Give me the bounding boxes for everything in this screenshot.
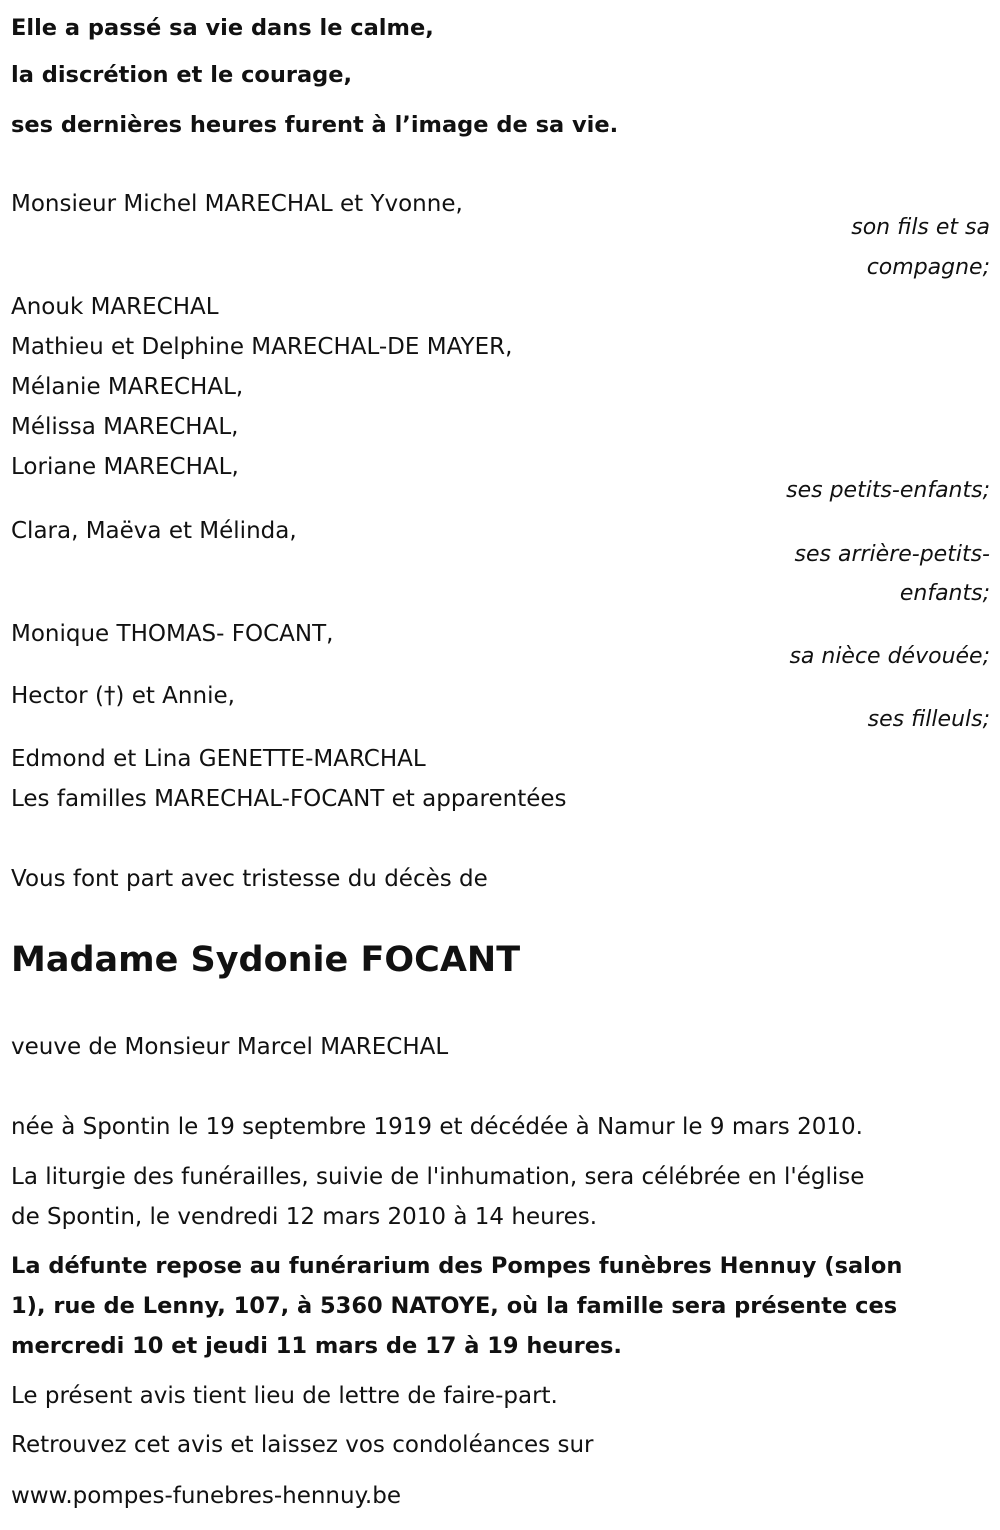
epigraph-line: ses dernières heures furent à l’image de sa vie. [11,112,619,138]
godchildren-role: ses filleuls; [867,707,990,732]
notice: Le présent avis tient lieu de lettre de faire-part. [11,1383,558,1409]
epigraph-line: la discrétion et le courage, [11,62,353,88]
website-link[interactable]: www.pompes-funebres-hennuy.be [11,1483,401,1509]
son-line: Monsieur Michel MARECHAL et Yvonne, [11,191,463,217]
niece: Monique THOMAS- FOCANT, [11,621,334,647]
son-role: compagne; [866,255,990,280]
son-role: son fils et sa [851,215,990,240]
great-grandchildren-role: ses arrière-petits- [794,542,990,567]
condolences: Retrouvez cet avis et laissez vos condoléances sur [11,1432,594,1458]
grandchildren-role: ses petits-enfants; [786,478,990,503]
grandchild: Anouk MARECHAL [11,294,219,320]
great-grandchildren: Clara, Maëva et Mélinda, [11,518,297,544]
deceased-name: Madame Sydonie FOCANT [11,940,521,980]
widow-of: veuve de Monsieur Marcel MARECHAL [11,1034,449,1060]
grandchild: Mélissa MARECHAL, [11,414,239,440]
grandchild: Mathieu et Delphine MARECHAL-DE MAYER, [11,334,513,360]
other-family: Les familles MARECHAL-FOCANT et apparentées [11,786,567,812]
liturgy-line: La liturgie des funérailles, suivie de l'inhumation, sera célébrée en l'église [11,1164,865,1190]
grandchild: Mélanie MARECHAL, [11,374,244,400]
grandchild: Loriane MARECHAL, [11,454,239,480]
niece-role: sa nièce dévouée; [789,644,990,669]
visitation-line: 1), rue de Lenny, 107, à 5360 NATOYE, où la famille sera présente ces [11,1293,898,1319]
birth-death: née à Spontin le 19 septembre 1919 et décédée à Namur le 9 mars 2010. [11,1114,863,1140]
epigraph-line: Elle a passé sa vie dans le calme, [11,15,434,41]
great-grandchildren-role: enfants; [899,581,990,606]
announcement: Vous font part avec tristesse du décès de [11,866,488,892]
liturgy-line: de Spontin, le vendredi 12 mars 2010 à 14 heures. [11,1204,598,1230]
visitation-line: La défunte repose au funérarium des Pompes funèbres Hennuy (salon [11,1253,903,1279]
visitation-line: mercredi 10 et jeudi 11 mars de 17 à 19 heures. [11,1333,622,1359]
other-family: Edmond et Lina GENETTE-MARCHAL [11,746,426,772]
godchildren: Hector (†) et Annie, [11,683,235,709]
